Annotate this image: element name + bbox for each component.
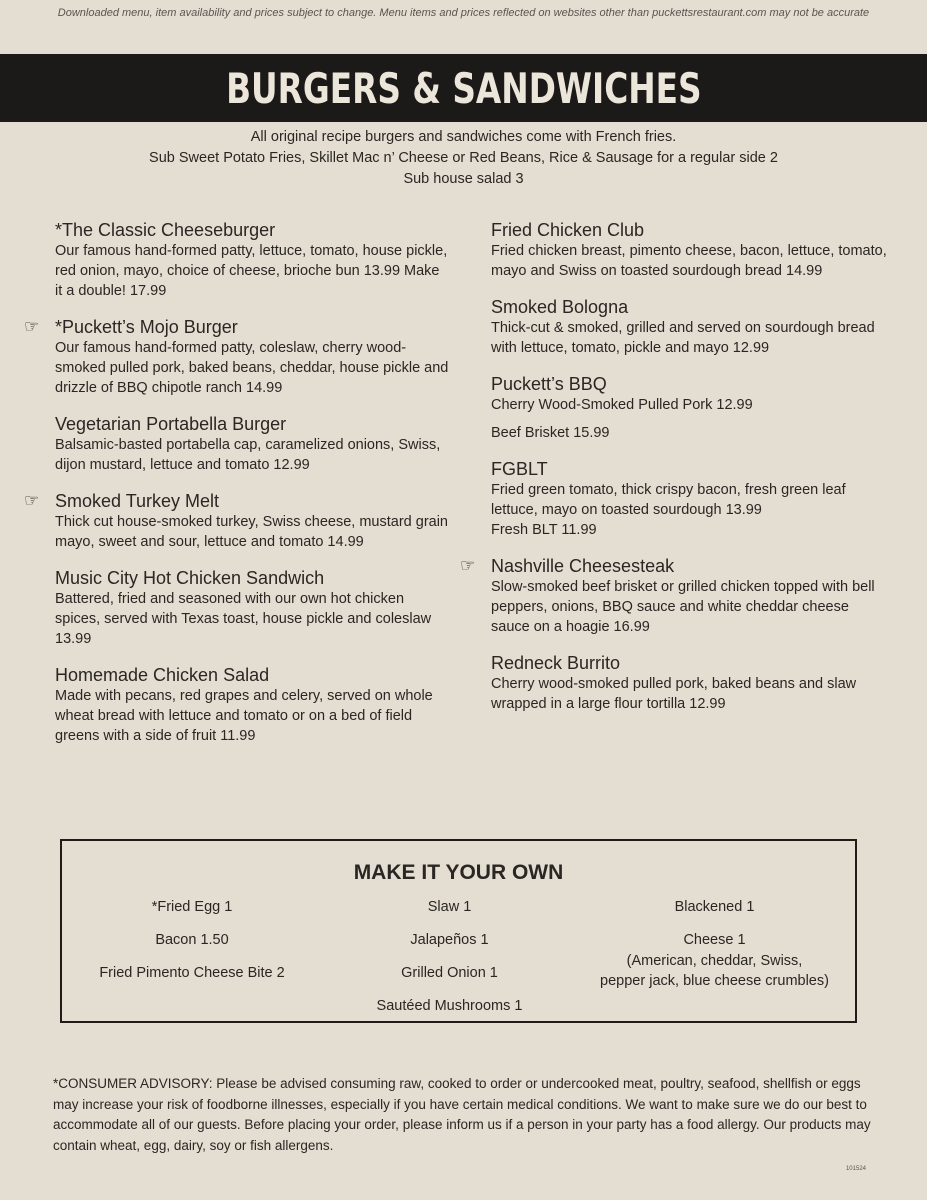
menu-item (55, 664, 450, 746)
item-description: Battered, fried and seasoned with our own hot chicken spices, served with Texas toast, house pickle and coleslaw 13.99 (55, 591, 432, 647)
intro-text (0, 127, 927, 190)
addon-item: *Fried Egg 1 (151, 899, 233, 915)
cheese-options: (American, cheddar, Swiss, (626, 953, 803, 969)
menu-item (55, 219, 450, 301)
addon-item: Sautéed Mushrooms 1 (376, 998, 523, 1014)
section-title: BURGERS & SANDWICHES (225, 63, 702, 113)
item-name: Redneck Burrito (491, 653, 621, 673)
cheese-options: pepper jack, blue cheese crumbles) (600, 973, 829, 989)
print-code: 101524 (845, 1166, 866, 1172)
item-variant: Beef Brisket 15.99 (491, 425, 610, 441)
item-description: Fried chicken breast, pimento cheese, bacon, lettuce, tomato, mayo and Swiss on toasted sourdough bread 14.99 (491, 243, 887, 279)
item-description: Slow-smoked beef brisket or grilled chicken topped with bell peppers, onions, BBQ sauce and white cheddar cheese sauce on a hoagie 16.99 (491, 579, 875, 635)
intro-line: All original recipe burgers and sandwiches come with French fries. (250, 129, 677, 145)
item-name: Vegetarian Portabella Burger (55, 414, 287, 434)
left-menu-column (24, 219, 450, 761)
menu-item (24, 490, 450, 552)
addon-item: Grilled Onion 1 (401, 965, 498, 981)
section-banner (0, 54, 927, 122)
pointing-hand-icon: ☞ (460, 556, 476, 575)
item-name: Puckett’s BBQ (491, 374, 607, 394)
addon-item: Blackened 1 (674, 899, 755, 915)
item-description: Fried green tomato, thick crispy bacon, fresh green leaf lettuce, mayo on toasted sourdough 13.99 (491, 482, 846, 518)
addon-item: Bacon 1.50 (155, 932, 229, 948)
item-description: Cherry wood-smoked pulled pork, baked beans and slaw wrapped in a large flour tortilla 12.99 (491, 676, 857, 712)
item-name: FGBLT (491, 459, 548, 479)
item-description: Made with pecans, red grapes and celery, served on whole wheat bread with lettuce and tomato or on a bed of field greens with a side of fruit 11.99 (55, 688, 433, 744)
item-name: Fried Chicken Club (491, 220, 645, 240)
item-description: Cherry Wood-Smoked Pulled Pork 12.99 (491, 397, 753, 413)
disclaimer: Downloaded menu, item availability and prices subject to change. Menu items and prices reflected on websites other than puckettsrestaurant.com may not be accurate (57, 7, 870, 19)
item-variant: Fresh BLT 11.99 (491, 522, 597, 538)
consumer-advisory: *CONSUMER ADVISORY: Please be advised consuming raw, cooked to order or undercooked meat, poultry, seafood, shellfish or eggs may increase your risk of foodborne illnesses, especially if you have certain medical conditions. We want to make sure we do our best to accommodate all of our guests. Before placing your order, please inform us if a person in your party has a food allergy. Our products may contain wheat, egg, dairy, soy or fish allergens. (53, 1076, 871, 1153)
pointing-hand-icon: ☞ (24, 317, 40, 336)
addon-column (577, 898, 852, 991)
item-description: Balsamic-basted portabella cap, caramelized onions, Swiss, dijon mustard, lettuce and tomato 12.99 (55, 437, 441, 473)
item-name: *The Classic Cheeseburger (55, 220, 276, 240)
item-name: Smoked Bologna (491, 297, 629, 317)
addon-column (332, 898, 567, 1030)
menu-item (491, 373, 891, 443)
item-description: Our famous hand-formed patty, coleslaw, cherry wood-smoked pulled pork, baked beans, cheddar, house pickle and drizzle of BBQ chipotle ranch 14.99 (55, 340, 449, 396)
item-description: Thick cut house-smoked turkey, Swiss cheese, mustard grain mayo, sweet and sour, lettuce and tomato 14.99 (55, 514, 449, 550)
right-menu-column (460, 219, 891, 729)
menu-item (55, 567, 450, 649)
addon-item: Jalapeños 1 (410, 932, 489, 948)
addon-item: Slaw 1 (427, 899, 472, 915)
item-name: Smoked Turkey Melt (55, 491, 220, 511)
addon-item: Cheese 1 (683, 932, 746, 948)
menu-item (460, 555, 891, 637)
item-name: *Puckett’s Mojo Burger (55, 317, 238, 337)
item-name: Music City Hot Chicken Sandwich (55, 568, 325, 588)
menu-item (491, 458, 891, 540)
menu-item (491, 296, 891, 358)
intro-line: Sub Sweet Potato Fries, Skillet Mac n’ Cheese or Red Beans, Rice & Sausage for a regular side 2 (149, 150, 778, 166)
menu-item (491, 652, 891, 714)
item-description: Thick-cut & smoked, grilled and served on sourdough bread with lettuce, tomato, pickle and mayo 12.99 (491, 320, 875, 356)
menu-item (55, 413, 450, 475)
addon-item: Fried Pimento Cheese Bite 2 (99, 965, 285, 981)
addon-column (72, 898, 312, 997)
item-name: Nashville Cheesesteak (491, 556, 675, 576)
make-it-your-own-box (60, 839, 857, 1023)
box-title: MAKE IT YOUR OWN (353, 861, 564, 884)
item-name: Homemade Chicken Salad (55, 665, 270, 685)
intro-line: Sub house salad 3 (403, 171, 524, 187)
item-description: Our famous hand-formed patty, lettuce, tomato, house pickle, red onion, mayo, choice of cheese, brioche bun 13.99 Make it a double! 17.99 (55, 243, 448, 299)
menu-item (491, 219, 891, 281)
pointing-hand-icon: ☞ (24, 491, 40, 510)
menu-item (24, 316, 450, 398)
